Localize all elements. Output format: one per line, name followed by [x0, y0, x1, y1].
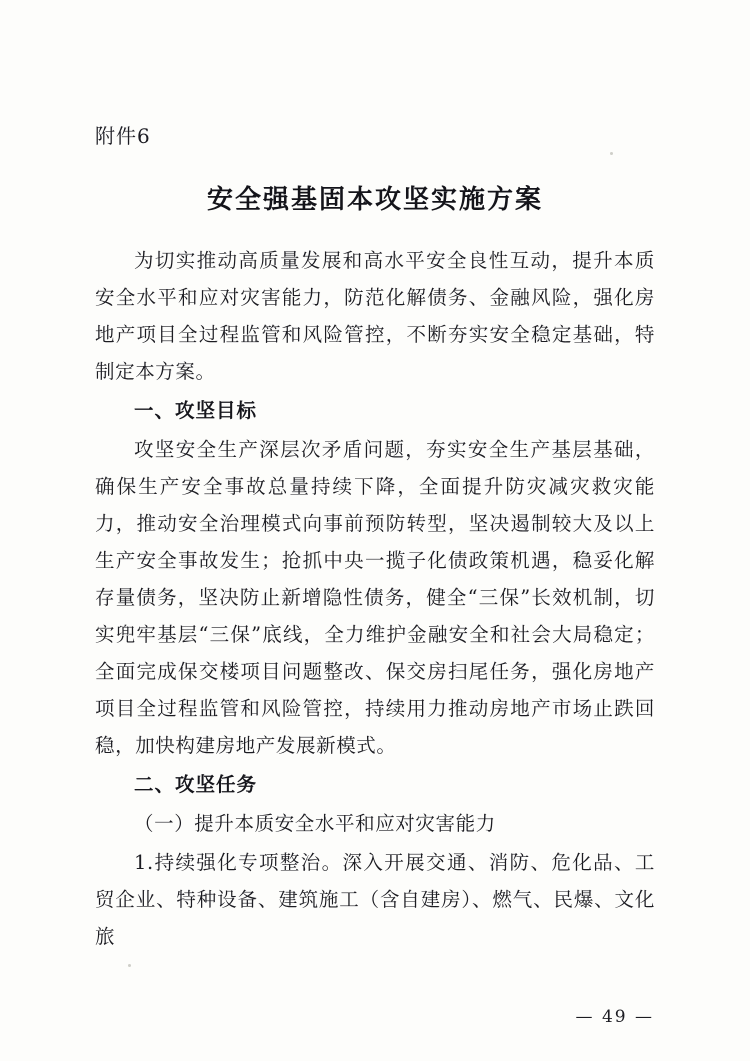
paragraph-intro: 为切实推动高质量发展和高水平安全良性互动，提升本质安全水平和应对灾害能力，防范化解债务、金融风险，强化房地产项目全过程监管和风险管控，不断夯实安全稳定基础，特制定本方案。	[95, 249, 655, 383]
subsection-heading-safety: （一）提升本质安全水平和应对灾害能力	[134, 812, 496, 835]
section-heading-goals: 一、攻坚目标	[134, 399, 258, 422]
paragraph-item-1: 1.持续强化专项整治。深入开展交通、消防、危化品、工贸企业、特种设备、建筑施工（含自建房）、燃气、民爆、文化旅	[95, 851, 655, 948]
attachment-label: 附件6	[95, 124, 151, 148]
paragraph-goals-body: 攻坚安全生产深层次矛盾问题，夯实安全生产基层基础，确保生产安全事故总量持续下降，全面提升防灾减灾救灾能力，推动安全治理模式向事前预防转型，坚决遏制较大及以上生产安全事故发生；抢抓中央一揽子化债政策机遇，稳妥化解存量债务，坚决防止新增隐性债务，健全“三保”长效机制，切实兜牢基层“三保”底线，全力维护金融安全和社会大局稳定；全面完成保交楼项目问题整改、保交房扫尾任务，强化房地产项目全过程监管和风险管控，持续用力推动房地产市场止跌回稳，加快构建房地产发展新模式。	[95, 438, 655, 757]
page-content	[95, 120, 655, 957]
page-title: 安全强基固本攻坚实施方案	[206, 185, 543, 215]
paper-speck	[128, 964, 131, 967]
section-heading-tasks: 二、攻坚任务	[134, 773, 258, 796]
page-number: — 49 —	[575, 1007, 654, 1027]
